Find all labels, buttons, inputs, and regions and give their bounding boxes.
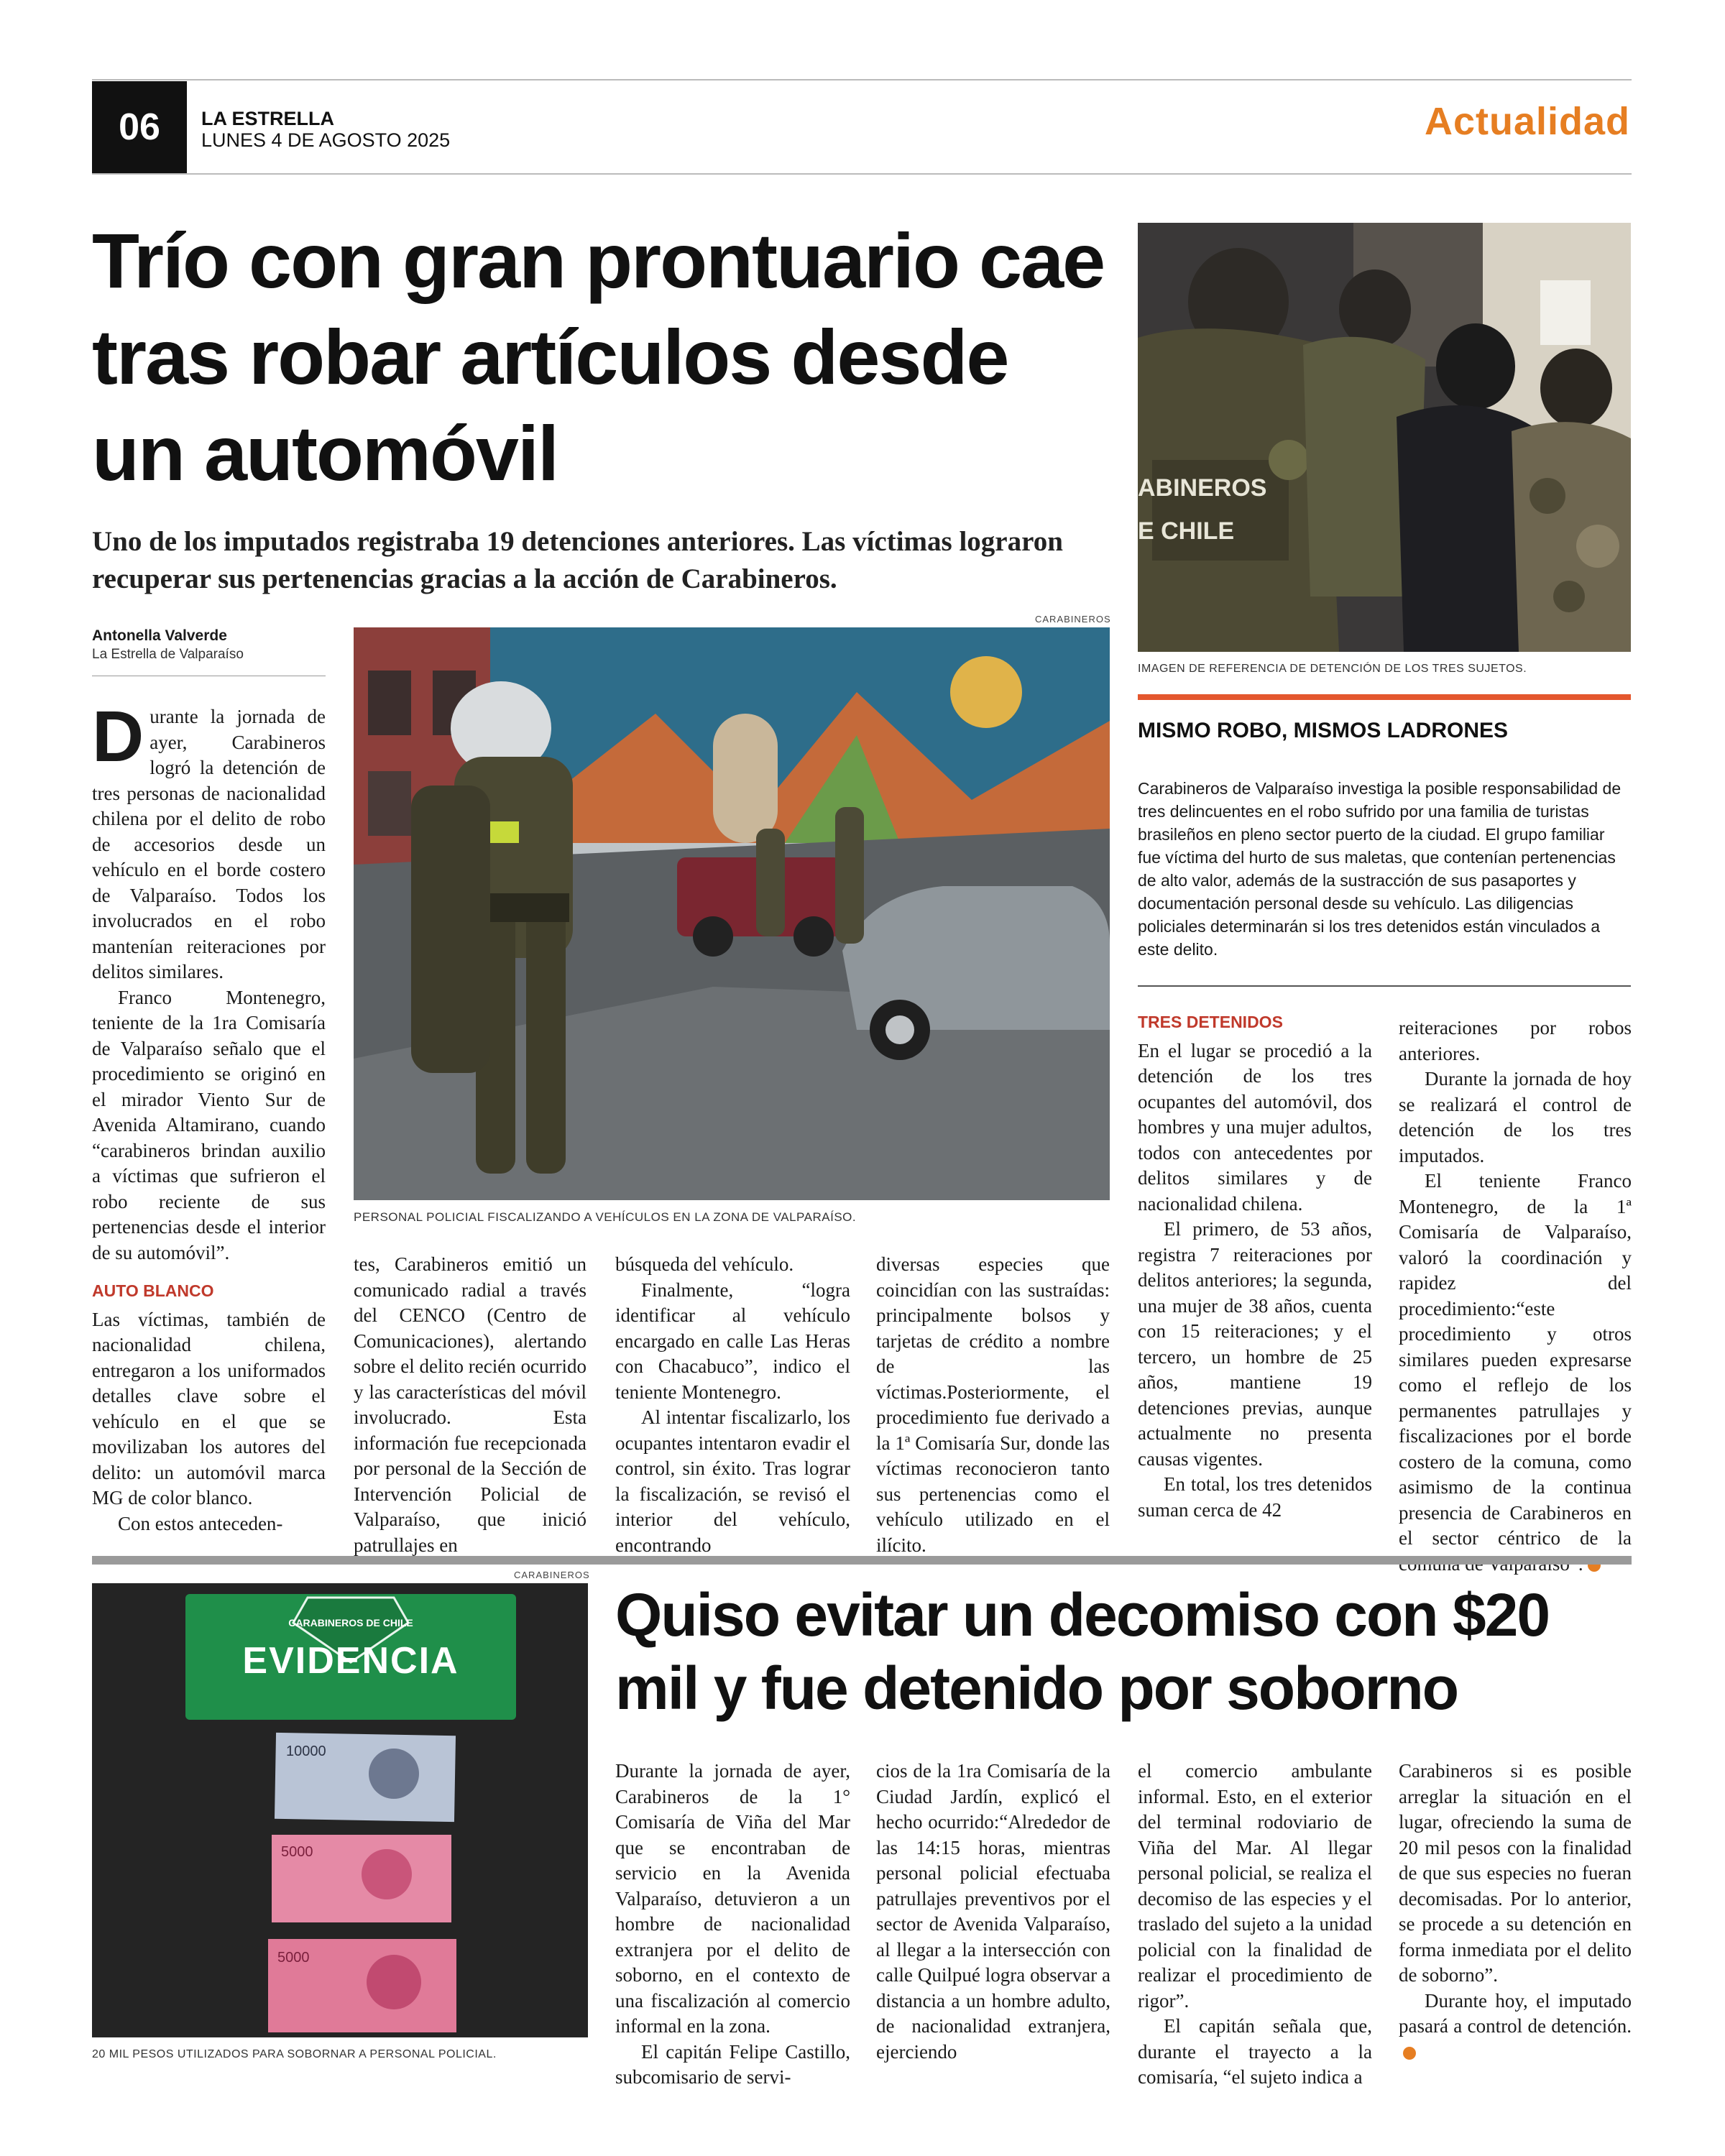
main-photo (354, 627, 1110, 1200)
article1-col3-p2: Finalmente, “logra identificar al vehículo encargado en calle Las Heras con Chacabuco”, indico el teniente Montenegro. (615, 1279, 850, 1403)
article-divider (92, 1556, 1632, 1565)
sidebar-body: Carabineros de Valparaíso investiga la posible responsabilidad de tres delincuentes en el robo sufrido por una familia de turistas brasileños en pleno sector puerto de la ciudad. El grupo familiar fue víctima del hurto de sus maletas, que contenían pertenencias de alto valor, además de la sustracción de sus pasaportes y documentación personal desde su vehículo. Las diligencias policiales determinarán si los tres detenidos están vinculados a este delito. (1138, 779, 1622, 959)
main-photo-caption: PERSONAL POLICIAL FISCALIZANDO A VEHÍCULOS EN LA ZONA DE VALPARAÍSO. (354, 1210, 857, 1224)
publication-name: LA ESTRELLA (201, 108, 334, 129)
page-number-box (92, 81, 187, 173)
section-name: Actualidad (1424, 100, 1630, 143)
evidence-photo-credit: CARABINEROS (514, 1570, 590, 1580)
evidence-badge-text: CARABINEROS DE CHILE (288, 1617, 413, 1628)
end-mark-icon (1403, 2047, 1416, 2060)
byline-outlet: La Estrella de Valparaíso (92, 647, 244, 662)
article2-column-2 (876, 1759, 1110, 2065)
article2-column-3 (1138, 1759, 1372, 2091)
article1-column-2 (354, 1252, 586, 1558)
sidebar-title: MISMO ROBO, MISMOS LADRONES (1138, 719, 1509, 742)
article1-paragraph-3: Las víctimas, también de nacionalidad chilena, entregaron a los uniformados detalles clave sobre el vehículo en el que se movilizaban los autores del delito: un automóvil marca MG de color blanco. (92, 1308, 326, 1508)
article1-col2-text: tes, Carabineros emitió un comunicado radial a través del CENCO (Centro de Comunicaciones), alertando sobre el delito recién ocurrido y las características del móvil involucrado. Esta información fue recepcionada por personal de la Sección de Intervención Policial de Valparaíso, que inició patrullajes en (354, 1253, 586, 1556)
article1-paragraph-4: Con estos anteceden- (118, 1512, 283, 1534)
article2-col4-p2: Durante hoy, el imputado pasará a control de detención. (1399, 1989, 1632, 2065)
article1-column-4 (876, 1252, 1110, 1558)
police-street-scene-image (354, 627, 1110, 1200)
article1-col3-p1: búsqueda del vehículo. (615, 1253, 794, 1275)
article2-col1-p1: Durante la jornada de ayer, Carabineros de la 1° Comisaría de Viña del Mar que se encontraban de servicio en la Avenida Valparaíso, detuvieron a un hombre de nacionalidad extranjera por el delito de soborno, en el contexto de una fiscalización al comercio informal en la zona. (615, 1760, 850, 2037)
article2-col2-text: cios de la 1ra Comisaría de la Ciudad Jardín, explicó el hecho ocurrido:“Alrededor de las 14:15 horas, mientras personal policial efectuaba patrullajes preventivos por el sector de Avenida Valparaíso, al llegar a la intersección con calle Quilpué logra observar a distancia a un hombre adulto, de nacionalidad extranjera, ejerciendo (876, 1760, 1110, 2063)
detention-reference-image (1138, 223, 1631, 652)
article1-paragraph-1: Durante la jornada de ayer, Carabineros logró la detención de tres personas de nacionalidad chilena por el delito de robo de accesorios desde un vehículo en el borde costero de Valparaíso. Todos los involucrados en el robo mantenían reiteraciones por delitos similares. (92, 696, 326, 982)
bill-5000-label-1: 5000 (281, 1844, 313, 1860)
bill-10000-label: 10000 (286, 1743, 326, 1759)
article1-column-6 (1399, 1015, 1632, 1577)
article1-headline: Trío con gran prontuario cae tras robar artículos desde un automóvil (92, 217, 1105, 497)
vest-text-line-1: ABINEROS (1138, 474, 1267, 502)
drop-cap: D (92, 696, 144, 777)
header-bottom-rule (92, 173, 1632, 175)
article1-col4-text: diversas especies que coincidían con las sustraídas: principalmente bolsos y tarjetas de crédito a nombre de las víctimas.Posteriormente, el procedimiento fue derivado a la 1ª Comisaría Sur, donde las víctimas reconocieron tanto sus pertenencias como el vehículo utilizado en el ilícito. (876, 1253, 1110, 1556)
article1-col3-p3: Al intentar fiscalizarlo, los ocupantes intentaron evadir el control, sin éxito. Tras lograr la fiscalización, se revisó el interior del vehículo, encontrando (615, 1406, 850, 1556)
evidence-bills-image (92, 1583, 588, 2037)
sidebar-photo (1138, 223, 1631, 652)
article2-column-4 (1399, 1759, 1632, 2065)
page-number: 06 (119, 106, 160, 148)
article1-col6-p2: Durante la jornada de hoy se realizará el control de detención de los tres imputados. (1399, 1068, 1632, 1166)
article1-col6-p1: reiteraciones por robos anteriores. (1399, 1017, 1632, 1064)
evidence-photo (92, 1583, 588, 2037)
article2-col4-p1: Carabineros si es posible arreglar la situación en el lugar, ofreciendo la suma de 20 mil pesos con la finalidad de que sus especies no fueran decomisadas. Por lo anterior, se procede a su detención en forma inmediata por el delito de soborno”. (1399, 1760, 1632, 1986)
article1-col5-p3: En total, los tres detenidos suman cerca de 42 (1138, 1473, 1372, 1521)
subhead-auto-blanco: AUTO BLANCO (92, 1281, 214, 1300)
article1-col6-p3: El teniente Franco Montenegro, de la 1ª Comisaría de Valparaíso, valoró la coordinación y rapidez del procedimiento:“este procedimiento y otros similares pueden expresarse como el reflejo de los permanentes patrullajes y fiscalizaciones por el borde costero de la comuna, como asimismo de la continua presencia de Carabineros en el sector céntrico de la (1399, 1169, 1632, 1577)
byline-name: Antonella Valverde (92, 627, 227, 644)
article2-column-1 (615, 1759, 850, 2091)
article1-column-5 (1138, 1010, 1372, 1523)
sidebar-bottom-rule (1138, 985, 1631, 987)
main-photo-credit: CARABINEROS (1035, 614, 1111, 625)
article1-col5-p1: En el lugar se procedió a la detención de los tres ocupantes del automóvil, dos hombres y una mujer adultos, todos con antecedentes por delitos similares y de nacionalidad chilena. (1138, 1039, 1372, 1215)
article1-col5-p2: El primero, de 53 años, registra 7 reiteraciones por delitos anteriores; la segunda, una mujer de 38 años, cuenta con 15 reiteraciones; y el tercero, un hombre de 25 años, mantiene 19 detenciones previas, aunque actualmente no presenta causas vigentes. (1138, 1218, 1372, 1470)
article2-col3-p1: el comercio ambulante informal. Esto, en el exterior del terminal rodoviario de Viña del Mar. Al llegar personal policial, se realiza el decomiso de las especies y el traslado del sujeto a la unidad policial con la finalidad de realizar el procedimiento de rigor”. (1138, 1760, 1372, 2012)
article1-paragraph-2: Franco Montenegro, teniente de la 1ra Comisaría de Valparaíso señalo que el procedimiento se originó en el mirador Viento Sur de Avenida Altamirano, cuando “carabineros brindan auxilio a víctimas que sufrieron el robo reciente de sus pertenencias desde el interior de su automóvil”. (92, 986, 326, 1263)
evidence-sign-text: EVIDENCIA (242, 1640, 459, 1682)
article1-deck: Uno de los imputados registraba 19 detenciones anteriores. Las víctimas lograron recuperar sus pertenencias gracias a la acción de Carabineros. (92, 526, 1063, 594)
article2-headline: Quiso evitar un decomiso con $20 mil y fue detenido por soborno (615, 1581, 1550, 1722)
article1-column-3 (615, 1252, 850, 1558)
vest-text-line-2: E CHILE (1138, 517, 1235, 545)
sidebar-photo-caption: IMAGEN DE REFERENCIA DE DETENCIÓN DE LOS TRES SUJETOS. (1138, 663, 1527, 675)
article2-col3-p2: El capitán señala que, durante el trayecto a la comisaría, “el sujeto indica a (1138, 2015, 1372, 2088)
sidebar-top-rule (1138, 694, 1631, 700)
article2-col1-p2: El capitán Felipe Castillo, subcomisario de servi- (615, 2040, 850, 2088)
subhead-tres-detenidos: TRES DETENIDOS (1138, 1013, 1283, 1031)
article1-column-1 (92, 696, 326, 1537)
publication-date: LUNES 4 DE AGOSTO 2025 (201, 129, 451, 151)
bill-5000-label-2: 5000 (277, 1950, 310, 1966)
evidence-photo-caption: 20 MIL PESOS UTILIZADOS PARA SOBORNAR A PERSONAL POLICIAL. (92, 2048, 497, 2060)
top-rule (92, 79, 1632, 80)
